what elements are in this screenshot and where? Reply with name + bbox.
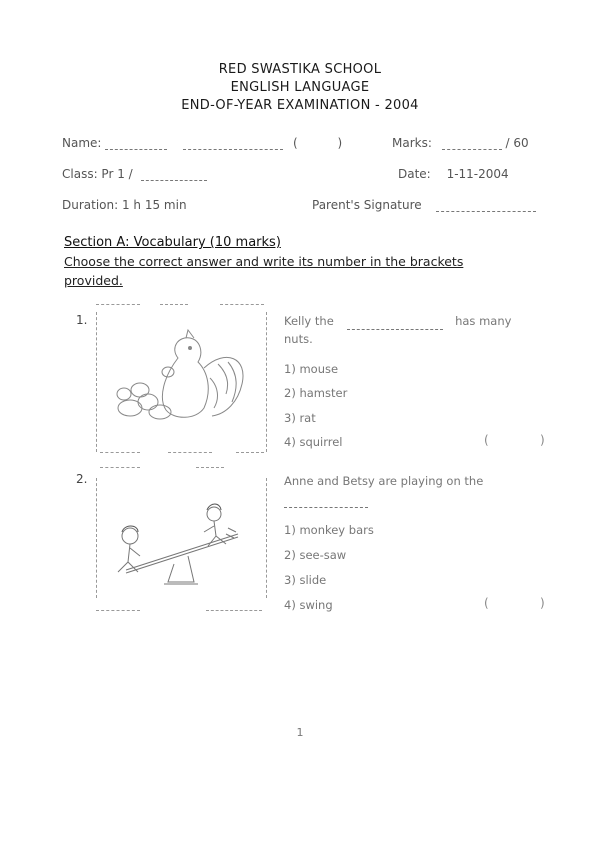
question-2-blank	[284, 507, 368, 508]
class-field	[62, 167, 207, 181]
question-1-text-line2: nuts.	[284, 332, 313, 346]
parent-signature-label: Parent's Signature	[312, 198, 422, 212]
picture-frame-top-mid	[160, 304, 188, 305]
question-2-option-1: 1) monkey bars	[284, 523, 374, 537]
marks-blank	[442, 149, 502, 150]
page-number: 1	[296, 726, 304, 739]
question-1-answer-paren-open: (	[484, 433, 489, 447]
parent-signature-blank	[436, 211, 536, 212]
date-label: Date:	[398, 167, 431, 181]
question-2-option-2: 2) see-saw	[284, 548, 347, 562]
question-2-option-3: 3) slide	[284, 573, 327, 587]
picture-frame-left	[96, 312, 97, 452]
question-1-option-3: 3) rat	[284, 411, 316, 425]
subject-title: ENGLISH LANGUAGE	[230, 80, 370, 95]
name-blank-2	[183, 149, 283, 150]
question-2-option-4: 4) swing	[284, 598, 333, 612]
picture2-frame-bottom-right	[206, 610, 262, 611]
class-blank	[141, 180, 207, 181]
picture-frame-bottom-left	[100, 452, 140, 453]
name-field	[62, 136, 342, 150]
question-2-text	[284, 472, 524, 508]
picture2-frame-right	[266, 478, 267, 598]
section-instruction: Choose the correct answer and write its number in the brackets provided.	[64, 254, 464, 288]
parent-signature-field	[312, 198, 536, 212]
picture-frame-right	[266, 312, 267, 452]
school-name: RED SWASTIKA SCHOOL	[218, 62, 382, 77]
class-label: Class: Pr 1 /	[62, 167, 133, 181]
date-field	[398, 167, 509, 181]
question-1-blank	[347, 329, 443, 330]
date-value: 1-11-2004	[446, 167, 509, 181]
register-paren-open: (	[292, 136, 298, 150]
squirrel-picture	[108, 328, 258, 428]
picture-frame-bottom-right	[236, 452, 264, 453]
question-2-answer-paren-close: )	[540, 596, 545, 610]
question-1-text-before: Kelly the	[284, 314, 334, 328]
duration-text: Duration: 1 h 15 min	[62, 198, 187, 212]
exam-title: END-OF-YEAR EXAMINATION - 2004	[181, 98, 419, 113]
picture2-frame-top-right	[196, 467, 224, 468]
marks-field	[392, 136, 529, 150]
question-1-number: 1.	[76, 313, 88, 327]
question-1-text	[284, 312, 524, 348]
section-title: Section A: Vocabulary (10 marks)	[64, 235, 281, 250]
question-1-option-1: 1) mouse	[284, 362, 339, 376]
question-1-option-4: 4) squirrel	[284, 435, 343, 449]
marks-label: Marks:	[392, 136, 432, 150]
question-1-option-2: 2) hamster	[284, 386, 348, 400]
picture2-frame-top-left	[100, 467, 140, 468]
register-paren-close: )	[337, 136, 343, 150]
name-blank-1	[105, 149, 167, 150]
picture-frame-top-right	[220, 304, 264, 305]
picture2-frame-left	[96, 478, 97, 598]
question-1-text-after: has many	[455, 314, 512, 328]
question-2-number: 2.	[76, 472, 88, 486]
picture-frame-bottom-mid	[168, 452, 212, 453]
seesaw-picture	[108, 498, 258, 590]
name-label: Name:	[62, 136, 102, 150]
picture2-frame-bottom-left	[96, 610, 140, 611]
question-1-answer-paren-close: )	[540, 433, 545, 447]
question-2-answer-paren-open: (	[484, 596, 489, 610]
picture-frame-top-left	[96, 304, 140, 305]
question-2-text-line1: Anne and Betsy are playing on the	[284, 474, 484, 488]
marks-total: / 60	[505, 136, 529, 150]
